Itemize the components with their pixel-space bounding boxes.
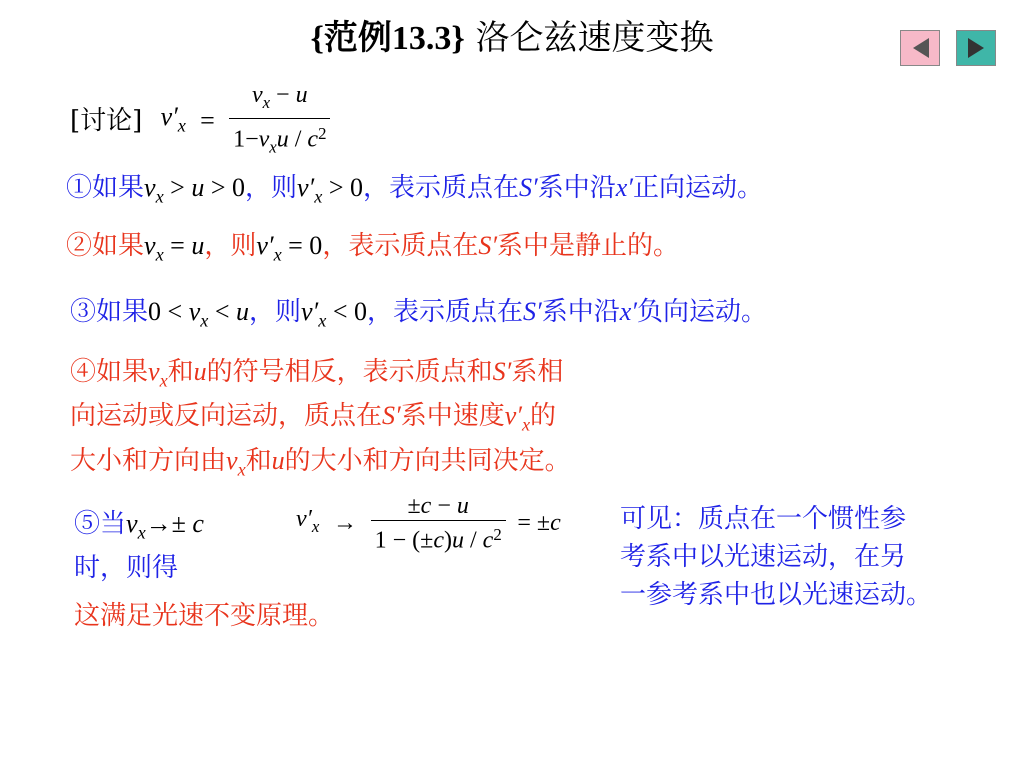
limit-fraction	[371, 492, 506, 555]
item-1-condition: $v_x > u > 0$	[144, 173, 245, 207]
item-2-condition: $v_x = u$	[144, 231, 205, 265]
item-3-frame-symbol: S′	[523, 297, 542, 326]
side-note	[620, 500, 1020, 614]
item-5-line-2	[74, 550, 204, 586]
item-2-result: $v'_x = 0$	[256, 231, 323, 265]
discussion-block	[70, 80, 330, 162]
item-4-frame-symbol: S′	[492, 357, 512, 386]
side-note-line-2: 考系中以光速运动，在另	[620, 542, 907, 572]
formula-equals: =	[200, 106, 215, 136]
item-4-line-3	[70, 443, 750, 487]
item-1-text-d: 系中沿	[537, 173, 616, 203]
item-4-line-2	[70, 398, 750, 442]
item-3-condition: $0 < v_x < u$	[148, 297, 249, 331]
item-4-text-e: 向运动或反向运动，质点在	[70, 401, 383, 432]
item-5-text-a: ⑤当	[74, 509, 127, 539]
next-slide-button[interactable]	[956, 30, 996, 66]
item-5-conclusion: 这满足光速不变原理。	[74, 601, 335, 631]
item-3-text-b: ，则	[248, 297, 301, 327]
item-1-text-e: 正向运动。	[632, 173, 763, 203]
item-4-text-b: 和	[167, 357, 194, 387]
item-3-axis-symbol: x′	[619, 297, 637, 326]
item-1	[66, 168, 763, 216]
fraction-denominator: $1-v_xu / c^2$	[229, 118, 330, 162]
triangle-right-icon	[957, 31, 995, 65]
discussion-label: [讨论]	[70, 106, 143, 137]
item-3-text-e: 负向运动。	[636, 297, 767, 327]
title-prefix: {范例13.3}	[310, 20, 465, 57]
limit-result: = ±c	[517, 510, 561, 537]
item-4-vpx: $v'_x$	[504, 401, 531, 435]
item-4-text-j: 的大小和方向共同决定。	[284, 445, 571, 476]
item-3-text-c: ，表示质点在	[366, 297, 523, 327]
item-4-text-i: 和	[245, 445, 272, 476]
item-2-text-c: ，表示质点在	[322, 231, 479, 261]
item-1-text-b: ，则	[244, 173, 297, 203]
item-4	[70, 354, 750, 487]
side-note-line-3: 一参考系中也以光速运动。	[620, 580, 933, 610]
limit-lhs: $v'_x$	[296, 506, 320, 537]
item-3-result: $v'_x < 0$	[301, 297, 367, 331]
item-3-text-a: ③如果	[70, 297, 149, 327]
fraction-numerator: $v_x - u$	[251, 82, 308, 112]
item-4-text-d: 系相	[511, 357, 564, 387]
limit-formula	[296, 492, 561, 555]
item-2-frame-symbol: S′	[478, 231, 498, 260]
velocity-transform-fraction	[229, 80, 330, 162]
item-4-text-h: 大小和方向由	[70, 445, 227, 476]
item-2-text-a: ②如果	[66, 231, 145, 261]
item-1-result: $v'_x > 0$	[297, 173, 363, 207]
item-4-vx: $v_x$	[148, 357, 168, 391]
item-4-vx-2: $v_x$	[226, 445, 246, 480]
item-4-u: u	[193, 357, 207, 386]
item-5	[74, 506, 204, 586]
item-4-u-2: u	[271, 445, 285, 475]
item-1-frame-symbol: S′	[519, 173, 538, 202]
item-4-text-g: 的	[530, 401, 557, 432]
item-5-line-1	[74, 506, 204, 550]
item-4-text-c: 的符号相反，表示质点和	[206, 357, 493, 387]
item-4-text-f: 系中速度	[400, 401, 505, 432]
item-2-text-d: 系中是静止的。	[497, 231, 680, 261]
limit-arrow: →	[333, 510, 357, 537]
item-1-axis-symbol: x′	[615, 173, 633, 202]
side-note-line-1: 可见：质点在一个惯性参	[620, 504, 907, 534]
item-3-text-d: 系中沿	[541, 297, 620, 327]
item-5-text-b: 时，则得	[74, 553, 179, 584]
formula-lhs: $v'_x$	[160, 101, 186, 136]
item-1-text-a: ①如果	[66, 173, 145, 203]
previous-slide-button[interactable]	[900, 30, 940, 66]
item-3	[70, 292, 767, 340]
item-1-text-c: ，表示质点在	[362, 173, 519, 203]
item-5-condition: $v_x\to\pm c$	[126, 509, 204, 543]
item-2	[66, 226, 679, 274]
item-2-text-b: ，则	[204, 231, 257, 261]
item-4-text-a: ④如果	[70, 357, 149, 387]
triangle-left-icon	[901, 31, 939, 65]
limit-denominator: $1 - (\pm c)u / c^2$	[371, 520, 506, 555]
item-4-frame-symbol-2: S′	[382, 401, 401, 431]
title-main: 洛仑兹速度变换	[475, 18, 714, 58]
slide-title	[0, 16, 1024, 61]
limit-numerator: ±c − u	[407, 493, 469, 519]
item-4-line-1	[70, 354, 750, 398]
